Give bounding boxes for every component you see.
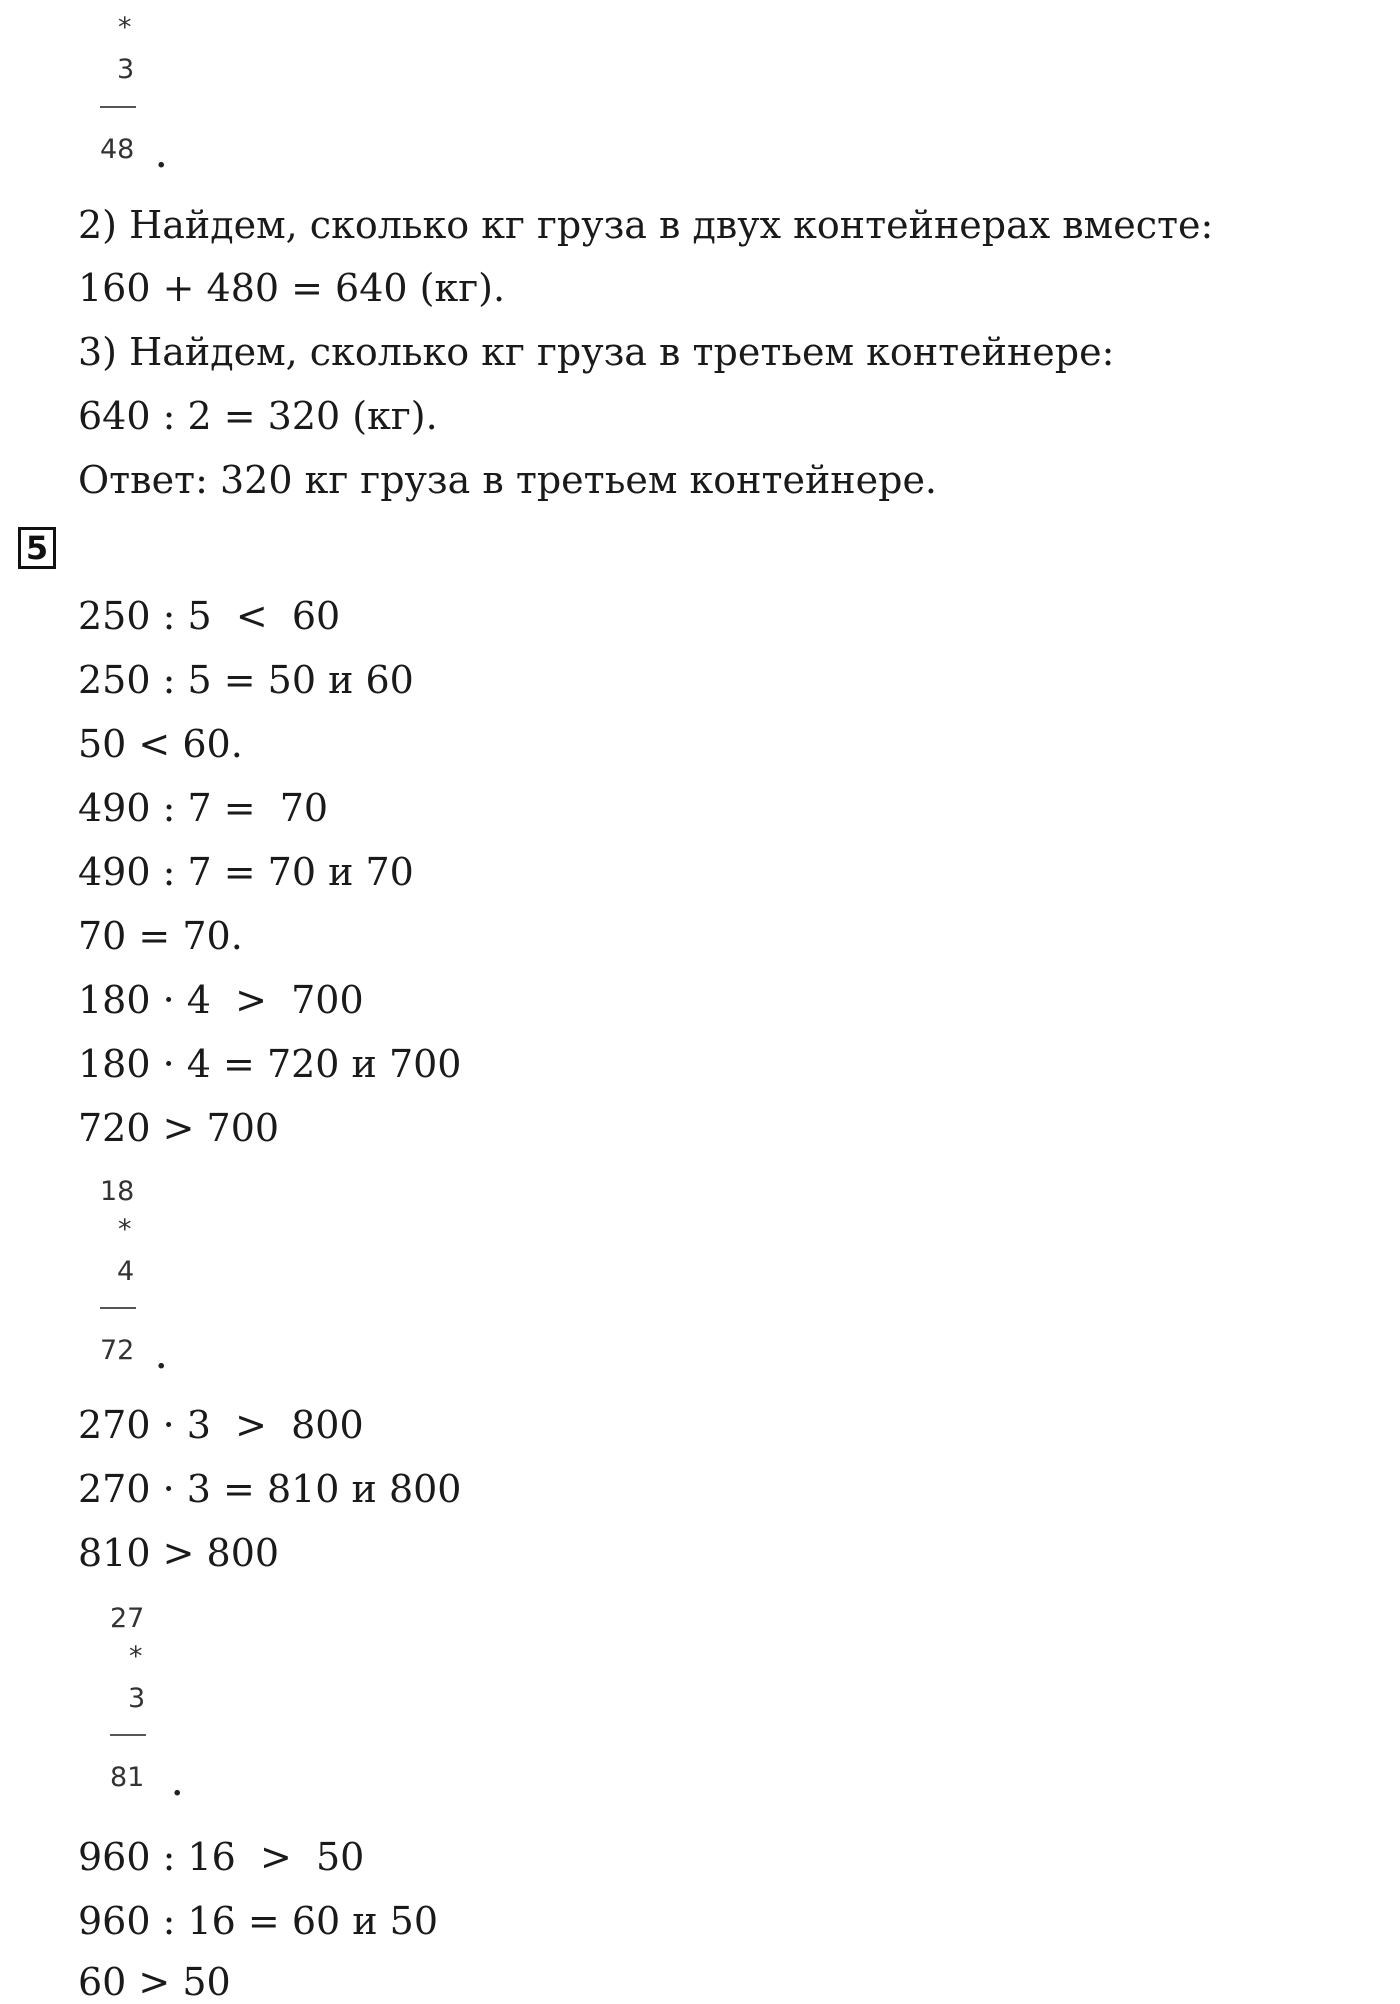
calc-result: 72 xyxy=(100,1335,135,1366)
calc-result: 81 xyxy=(110,1762,145,1793)
calc-multiplier: 3 xyxy=(117,54,135,85)
calc-rule xyxy=(100,106,136,108)
calc-dot: . xyxy=(172,1768,183,1803)
text-line: 270 · 3 > 800 xyxy=(78,1403,364,1447)
calc-top-number: 18 xyxy=(100,1176,135,1207)
text-line: 180 · 4 > 700 xyxy=(78,978,364,1022)
text-line: 490 : 7 = 70 и 70 xyxy=(78,850,414,894)
calc-top-number: 27 xyxy=(110,1603,145,1634)
text-line: 810 > 800 xyxy=(78,1531,280,1575)
text-line: 720 > 700 xyxy=(78,1106,280,1150)
text-line: 180 · 4 = 720 и 700 xyxy=(78,1042,462,1086)
text-line: 250 : 5 < 60 xyxy=(78,594,341,638)
calc-star: * xyxy=(118,12,132,43)
calc-rule xyxy=(100,1307,136,1309)
text-line: 490 : 7 = 70 xyxy=(78,786,329,830)
text-line: 250 : 5 = 50 и 60 xyxy=(78,658,414,702)
calc-star: * xyxy=(118,1214,132,1245)
calc-dot: . xyxy=(156,140,167,175)
text-line: 960 : 16 > 50 xyxy=(78,1835,365,1879)
text-line: 160 + 480 = 640 (кг). xyxy=(78,266,506,310)
calc-rule xyxy=(110,1734,146,1736)
text-line: 640 : 2 = 320 (кг). xyxy=(78,394,438,438)
text-line: 3) Найдем, сколько кг груза в третьем контейнере: xyxy=(78,330,1115,374)
text-line: 270 · 3 = 810 и 800 xyxy=(78,1467,462,1511)
text-line: 50 < 60. xyxy=(78,722,243,766)
text-line: 2) Найдем, сколько кг груза в двух контейнерах вместе: xyxy=(78,203,1214,247)
text-line: 60 > 50 xyxy=(78,1960,231,2004)
text-line: 70 = 70. xyxy=(78,914,243,958)
text-line: 960 : 16 = 60 и 50 xyxy=(78,1899,439,1943)
calc-multiplier: 3 xyxy=(128,1683,146,1714)
calc-star: * xyxy=(129,1641,143,1672)
calc-dot: . xyxy=(156,1341,167,1376)
answer-line: Ответ: 320 кг груза в третьем контейнере. xyxy=(78,458,938,502)
calc-result: 48 xyxy=(100,134,135,165)
task-number-badge: 5 xyxy=(18,527,56,569)
calc-multiplier: 4 xyxy=(117,1256,135,1287)
